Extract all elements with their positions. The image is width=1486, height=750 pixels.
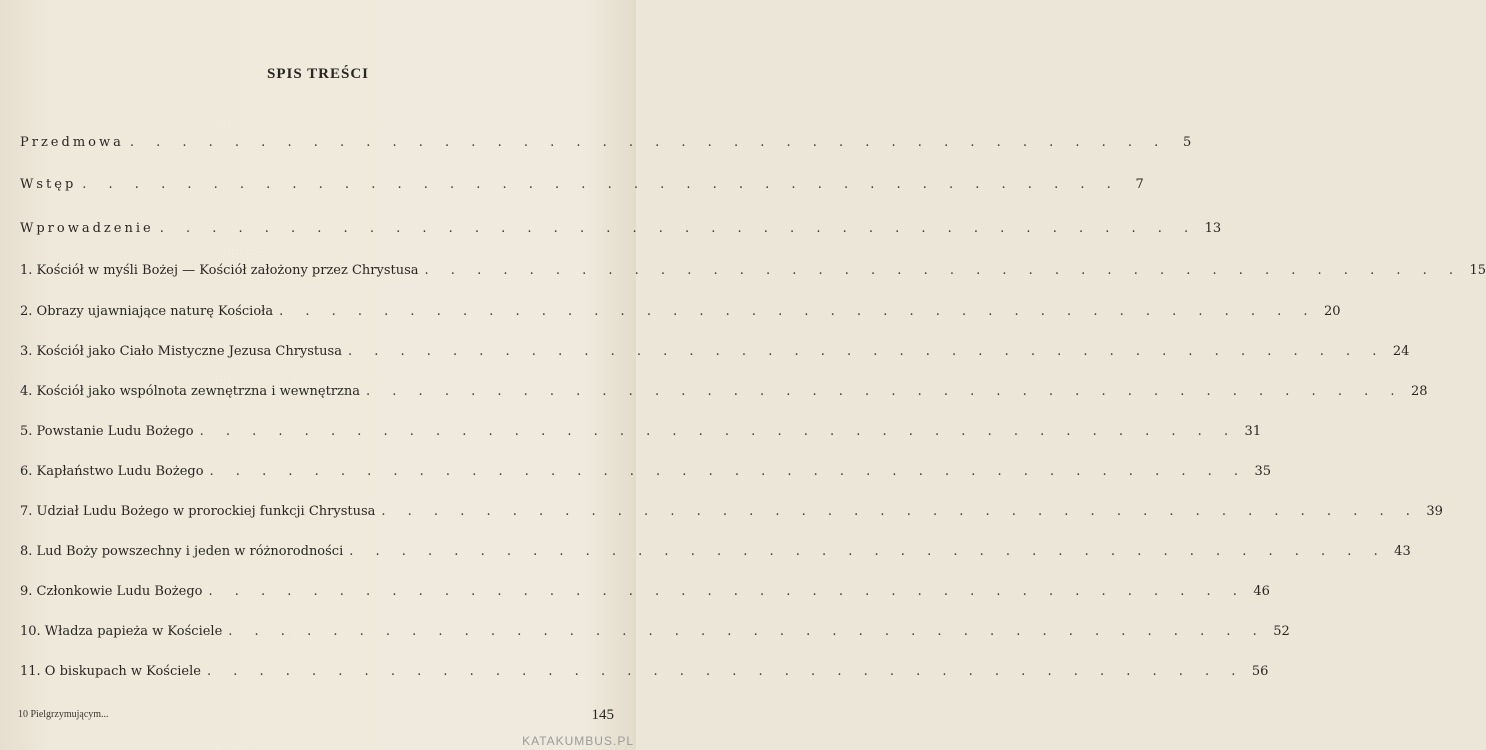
toc-entry-page: 43	[1394, 544, 1411, 559]
toc-entry-label: 6. Kapłaństwo Ludu Bożego	[20, 464, 204, 479]
toc-entry-label: Przedmowa	[20, 135, 124, 150]
page-number: 145	[591, 707, 614, 723]
toc-entry-label: Wstęp	[20, 177, 77, 192]
toc-entry-label: Wprowadzenie	[20, 221, 154, 236]
toc-entry-label: 5. Powstanie Ludu Bożego	[20, 424, 194, 439]
toc-leader-dots: . . . . . . . . . . . . . . . . . . . . . . . . . . . . . . . . . . . . . . . .	[347, 344, 1386, 359]
toc-entry-page: 39	[1426, 504, 1443, 519]
toc-leader-dots: . . . . . . . . . . . . . . . . . . . . . . . . . . . . . . . . . . . . . . . .	[366, 384, 1404, 399]
toc-entry-page: 35	[1254, 464, 1272, 479]
toc-entry-page: 28	[1410, 384, 1428, 399]
toc-leader-dots: . . . . . . . . . . . . . . . . . . . . . . . . . . . . . . . . . . . . . . . .	[129, 135, 1168, 150]
toc-leader-dots: . . . . . . . . . . . . . . . . . . . . . . . . . . . . . . . . . . . . . . . .	[381, 504, 1419, 519]
toc-entry	[20, 464, 1272, 484]
toc-entry	[20, 544, 1411, 564]
toc-leader-dots: . . . . . . . . . . . . . . . . . . . . . . . . . . . . . . . . . . . . . . . .	[208, 584, 1246, 599]
toc-entry-page: 31	[1244, 424, 1262, 439]
toc-leader-dots: . . . . . . . . . . . . . . . . . . . . . . . . . . . . . . . . . . . . . . . .	[159, 221, 1198, 236]
toc-entry-label: 1. Kościół w myśli Bożej — Kościół założony przez Chrystusa	[20, 263, 419, 278]
toc-entry-page: 56	[1251, 664, 1269, 679]
toc-entry	[20, 424, 1262, 444]
toc-entry-page: 13	[1204, 221, 1222, 236]
toc-leader-dots: . . . . . . . . . . . . . . . . . . . . . . . . . . . . . . . . . . . . . . . .	[349, 544, 1387, 559]
toc-entry-label: 3. Kościół jako Ciało Mistyczne Jezusa Chrystusa	[20, 344, 342, 359]
toc-entry-label: 7. Udział Ludu Bożego w prorockiej funkcji Chrystusa	[20, 504, 376, 519]
toc-entry-page: 52	[1273, 624, 1290, 639]
toc-entry-label: 9. Członkowie Ludu Bożego	[20, 584, 203, 599]
toc-leader-dots: . . . . . . . . . . . . . . . . . . . . . . . . . . . . . . . . . . . . . . . .	[82, 177, 1120, 192]
toc-entry-label: 11. O biskupach w Kościele	[20, 664, 201, 679]
toc-title: SPIS TREŚCI	[266, 66, 370, 82]
toc-leader-dots: . . . . . . . . . . . . . . . . . . . . . . . . . . . . . . . . . . . . . . . .	[199, 424, 1238, 439]
toc-entry	[20, 504, 1443, 524]
toc-entry	[20, 135, 1192, 155]
toc-entry	[20, 584, 1270, 604]
toc-entry	[20, 624, 1290, 644]
toc-leader-dots: . . . . . . . . . . . . . . . . . . . . . . . . . . . . . . . . . . . . . . . .	[279, 304, 1317, 319]
toc-entry	[20, 384, 1428, 404]
toc-leader-dots: . . . . . . . . . . . . . . . . . . . . . . . . . . . . . . . . . . . . . . . .	[228, 624, 1266, 639]
toc-leader-dots: . . . . . . . . . . . . . . . . . . . . . . . . . . . . . . . . . . . . . . . .	[424, 263, 1463, 278]
toc-entry	[20, 177, 1144, 197]
toc-entry-page: 5	[1183, 135, 1192, 150]
toc-entry	[20, 664, 1269, 684]
signature-mark: 10 Pielgrzymującym...	[18, 709, 109, 720]
watermark: KATAKUMBUS.PL	[522, 734, 634, 748]
toc-entry-label: 8. Lud Boży powszechny i jeden w różnorodności	[20, 544, 344, 559]
toc-entry-page: 7	[1135, 177, 1144, 192]
toc-entry	[20, 263, 1486, 283]
toc-entry-page: 46	[1253, 584, 1270, 599]
toc-leader-dots: . . . . . . . . . . . . . . . . . . . . . . . . . . . . . . . . . . . . . . . .	[209, 464, 1248, 479]
toc-entry	[20, 304, 1341, 324]
toc-entry	[20, 221, 1222, 241]
toc-leader-dots: . . . . . . . . . . . . . . . . . . . . . . . . . . . . . . . . . . . . . . . .	[206, 664, 1245, 679]
toc-entry-page: 20	[1324, 304, 1341, 319]
toc-entry-page: 15	[1469, 263, 1486, 278]
toc-entry-label: 2. Obrazy ujawniające naturę Kościoła	[20, 304, 274, 319]
toc-entry-label: 10. Władza papieża w Kościele	[20, 624, 223, 639]
toc-entry-label: 4. Kościół jako wspólnota zewnętrzna i wewnętrzna	[20, 384, 361, 399]
toc-entry-page: 24	[1392, 344, 1410, 359]
toc-entry	[20, 344, 1410, 364]
